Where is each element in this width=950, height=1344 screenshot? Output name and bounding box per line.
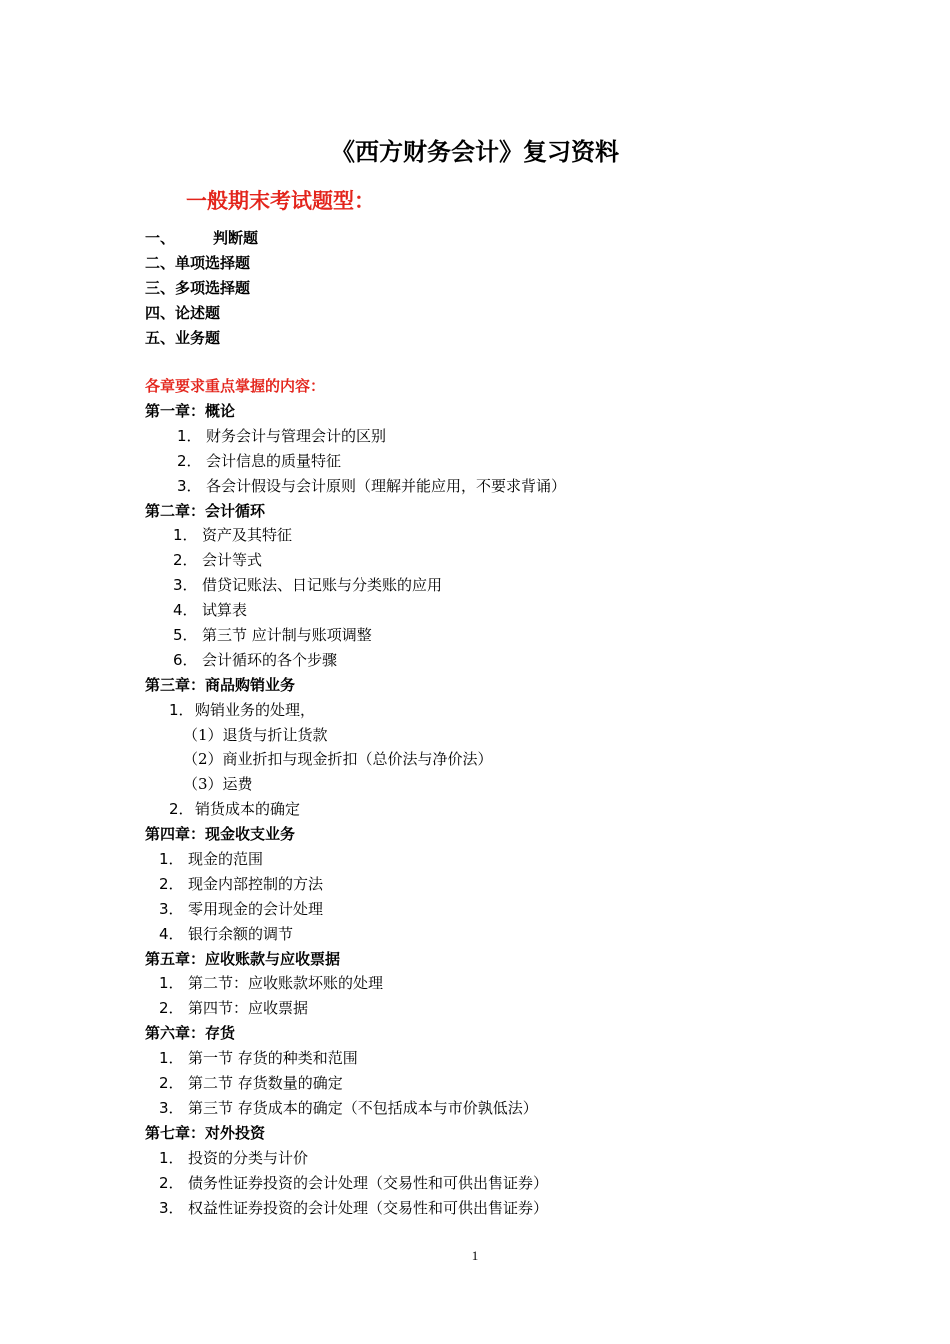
page-number: 1 (471, 1248, 479, 1263)
exam-types-list (145, 226, 258, 351)
chapter-item (145, 548, 845, 573)
chapter-item (145, 1171, 845, 1196)
chapter-items (145, 971, 845, 1021)
item-text: 借贷记账法、日记账与分类账的应用 (202, 576, 443, 595)
item-text: 第三节 应计制与账项调整 (202, 626, 372, 645)
item-number: 1． (177, 426, 202, 445)
chapter-title: 第五章：应收账款与应收票据 (145, 949, 341, 968)
item-text: （3）运费 (183, 775, 253, 794)
exam-type-label: 单项选择题 (175, 254, 251, 272)
item-text: （2）商业折扣与现金折扣（总价法与净价法） (183, 750, 493, 769)
chapter-title: 第三章：商品购销业务 (145, 675, 296, 694)
item-text: 第二节 存货数量的确定 (188, 1074, 343, 1093)
chapter-item (145, 772, 845, 797)
chapter-items (145, 1046, 845, 1121)
item-number: 4． (173, 601, 198, 620)
chapter-item (145, 897, 845, 922)
item-text: 现金内部控制的方法 (188, 874, 324, 893)
chapter-item (145, 847, 845, 872)
exam-type-item (145, 251, 258, 276)
item-text: 投资的分类与计价 (188, 1148, 309, 1167)
key-points-heading: 各章要求重点掌握的内容： (145, 377, 326, 395)
chapter-items (145, 424, 845, 499)
chapter-item (145, 1046, 845, 1071)
item-number: 2． (159, 1173, 184, 1192)
chapter-item (145, 797, 845, 822)
chapter-item (145, 1071, 845, 1096)
page-title: 《西方财务会计》复习资料 (331, 138, 619, 166)
item-number: 2． (159, 874, 184, 893)
item-number: 2． (173, 551, 198, 570)
item-number: 1． (159, 1148, 184, 1167)
item-text: 零用现金的会计处理 (188, 899, 324, 918)
item-text: 购销业务的处理， (195, 700, 316, 719)
chapter-item (145, 996, 845, 1021)
chapter-item (145, 1096, 845, 1121)
chapter-item (145, 449, 845, 474)
item-text: 各会计假设与会计原则（理解并能应用，不要求背诵） (206, 476, 567, 495)
exam-type-number: 三、 (145, 279, 176, 297)
chapter-item (145, 424, 845, 449)
item-number: 3． (159, 1198, 184, 1217)
item-text: 资产及其特征 (202, 526, 293, 545)
item-text: （1）退货与折让货款 (183, 725, 328, 744)
chapter-item (145, 573, 845, 598)
exam-type-number: 五、 (145, 329, 176, 347)
item-text: 第二节：应收账款坏账的处理 (188, 974, 384, 993)
chapter-item (145, 971, 845, 996)
item-number: 1． (159, 850, 184, 869)
exam-type-item (145, 301, 258, 326)
item-text: 第四节：应收票据 (188, 999, 309, 1018)
item-number: 4． (159, 924, 184, 943)
exam-type-item (145, 326, 258, 351)
chapter-item (145, 723, 845, 748)
chapter-item (145, 648, 845, 673)
chapter-title: 第四章：现金收支业务 (145, 825, 296, 844)
item-text: 银行余额的调节 (188, 924, 294, 943)
item-text: 权益性证券投资的会计处理（交易性和可供出售证券） (188, 1198, 549, 1217)
chapter-item (145, 698, 845, 723)
exam-type-label: 论述题 (175, 304, 221, 322)
chapter-item (145, 747, 845, 772)
exam-type-label: 判断题 (213, 229, 259, 247)
chapters-list (145, 399, 845, 1220)
item-text: 会计循环的各个步骤 (202, 650, 338, 669)
item-number: 1． (159, 1049, 184, 1068)
item-number: 2． (159, 999, 184, 1018)
item-text: 财务会计与管理会计的区别 (206, 426, 387, 445)
item-number: 3． (177, 476, 202, 495)
chapter-item (145, 474, 845, 499)
chapter-item (145, 523, 845, 548)
item-number: 1． (169, 700, 194, 719)
chapter-item (145, 1196, 845, 1221)
item-number: 5． (173, 626, 198, 645)
item-text: 会计信息的质量特征 (206, 451, 342, 470)
item-number: 3． (159, 1098, 184, 1117)
chapter-item (145, 598, 845, 623)
exam-type-label: 业务题 (175, 329, 221, 347)
chapter-items (145, 1146, 845, 1221)
item-text: 现金的范围 (188, 850, 264, 869)
item-text: 试算表 (202, 601, 248, 620)
chapter-item (145, 922, 845, 947)
item-text: 第三节 存货成本的确定（不包括成本与市价孰低法） (188, 1098, 538, 1117)
chapter-title: 第一章：概论 (145, 402, 236, 420)
item-number: 3． (159, 899, 184, 918)
item-number: 1． (159, 974, 184, 993)
exam-types-subtitle: 一般期末考试题型： (186, 189, 375, 213)
item-text: 销货成本的确定 (195, 800, 301, 819)
item-text: 第一节 存货的种类和范围 (188, 1049, 358, 1068)
chapter-items (145, 523, 845, 672)
item-number: 3． (173, 576, 198, 595)
item-number: 2． (169, 800, 194, 819)
chapter-title: 第七章：对外投资 (145, 1123, 266, 1142)
exam-type-number: 四、 (145, 304, 176, 322)
item-text: 债务性证券投资的会计处理（交易性和可供出售证券） (188, 1173, 549, 1192)
exam-type-item (145, 276, 258, 301)
chapter-item (145, 623, 845, 648)
item-number: 6． (173, 650, 198, 669)
chapter-items (145, 847, 845, 947)
exam-type-label: 多项选择题 (175, 279, 251, 297)
chapter-items (145, 698, 845, 822)
chapter-title: 第二章：会计循环 (145, 501, 266, 520)
item-number: 1． (173, 526, 198, 545)
chapter-item (145, 1146, 845, 1171)
exam-type-number: 二、 (145, 254, 176, 272)
chapter-item (145, 872, 845, 897)
item-text: 会计等式 (202, 551, 263, 570)
exam-type-item (145, 226, 258, 251)
item-number: 2． (177, 451, 202, 470)
chapter-title: 第六章：存货 (145, 1024, 236, 1043)
exam-type-number: 一、 (145, 229, 176, 247)
item-number: 2． (159, 1074, 184, 1093)
